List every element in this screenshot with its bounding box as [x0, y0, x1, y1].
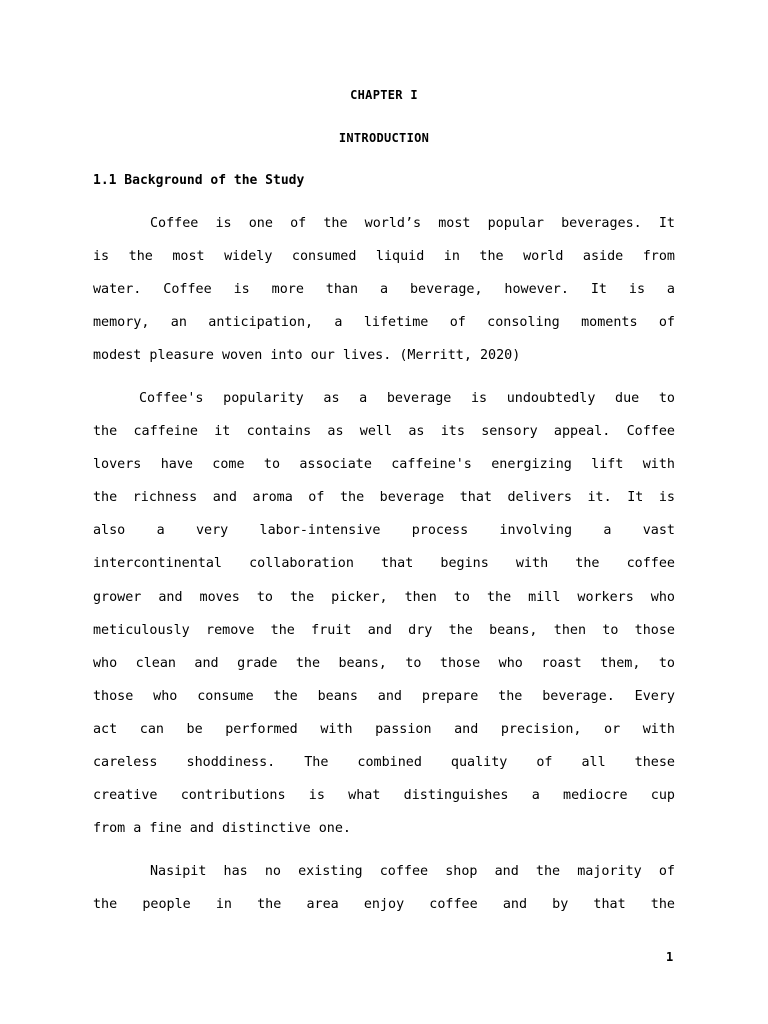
paragraph-2-line-2: the caffeine it contains as well as its sensory appeal. Coffee	[93, 424, 675, 439]
paragraph-3-line-2: the people in the area enjoy coffee and by that the	[93, 897, 675, 912]
paragraph-1-line-3: water. Coffee is more than a beverage, however. It is a	[93, 282, 675, 297]
page-number: 1	[666, 950, 674, 964]
paragraph-1-line-4: memory, an anticipation, a lifetime of consoling moments of	[93, 315, 675, 330]
paragraph-1-line-5: modest pleasure woven into our lives. (Merritt, 2020)	[93, 348, 521, 363]
subsection-heading: 1.1 Background of the Study	[93, 173, 305, 188]
paragraph-3-line-1: Nasipit has no existing coffee shop and the majority of	[150, 864, 675, 879]
section-title: INTRODUCTION	[338, 131, 430, 145]
paragraph-2-line-13: creative contributions is what distinguishes a mediocre cup	[93, 788, 675, 803]
chapter-title: CHAPTER I	[350, 88, 418, 102]
paragraph-2-line-7: grower and moves to the picker, then to the mill workers who	[93, 590, 675, 605]
paragraph-2-line-9: who clean and grade the beans, to those who roast them, to	[93, 656, 675, 671]
paragraph-2-line-8: meticulously remove the fruit and dry the beans, then to those	[93, 623, 675, 638]
paragraph-2-line-11: act can be performed with passion and precision, or with	[93, 722, 675, 737]
paragraph-2-line-10: those who consume the beans and prepare the beverage. Every	[93, 689, 675, 704]
paragraph-2-line-14: from a fine and distinctive one.	[93, 821, 351, 836]
paragraph-2-line-3: lovers have come to associate caffeine's energizing lift with	[93, 457, 675, 472]
paragraph-2-line-5: also a very labor-intensive process involving a vast	[93, 523, 675, 538]
paragraph-2-line-1: Coffee's popularity as a beverage is undoubtedly due to	[139, 391, 675, 406]
paragraph-2-line-6: intercontinental collaboration that begins with the coffee	[93, 556, 675, 571]
paragraph-2-line-12: careless shoddiness. The combined quality of all these	[93, 755, 675, 770]
paragraph-2-line-4: the richness and aroma of the beverage that delivers it. It is	[93, 490, 675, 505]
paragraph-1-line-1: Coffee is one of the world’s most popular beverages. It	[150, 216, 675, 231]
paragraph-1-line-2: is the most widely consumed liquid in the world aside from	[93, 249, 675, 264]
